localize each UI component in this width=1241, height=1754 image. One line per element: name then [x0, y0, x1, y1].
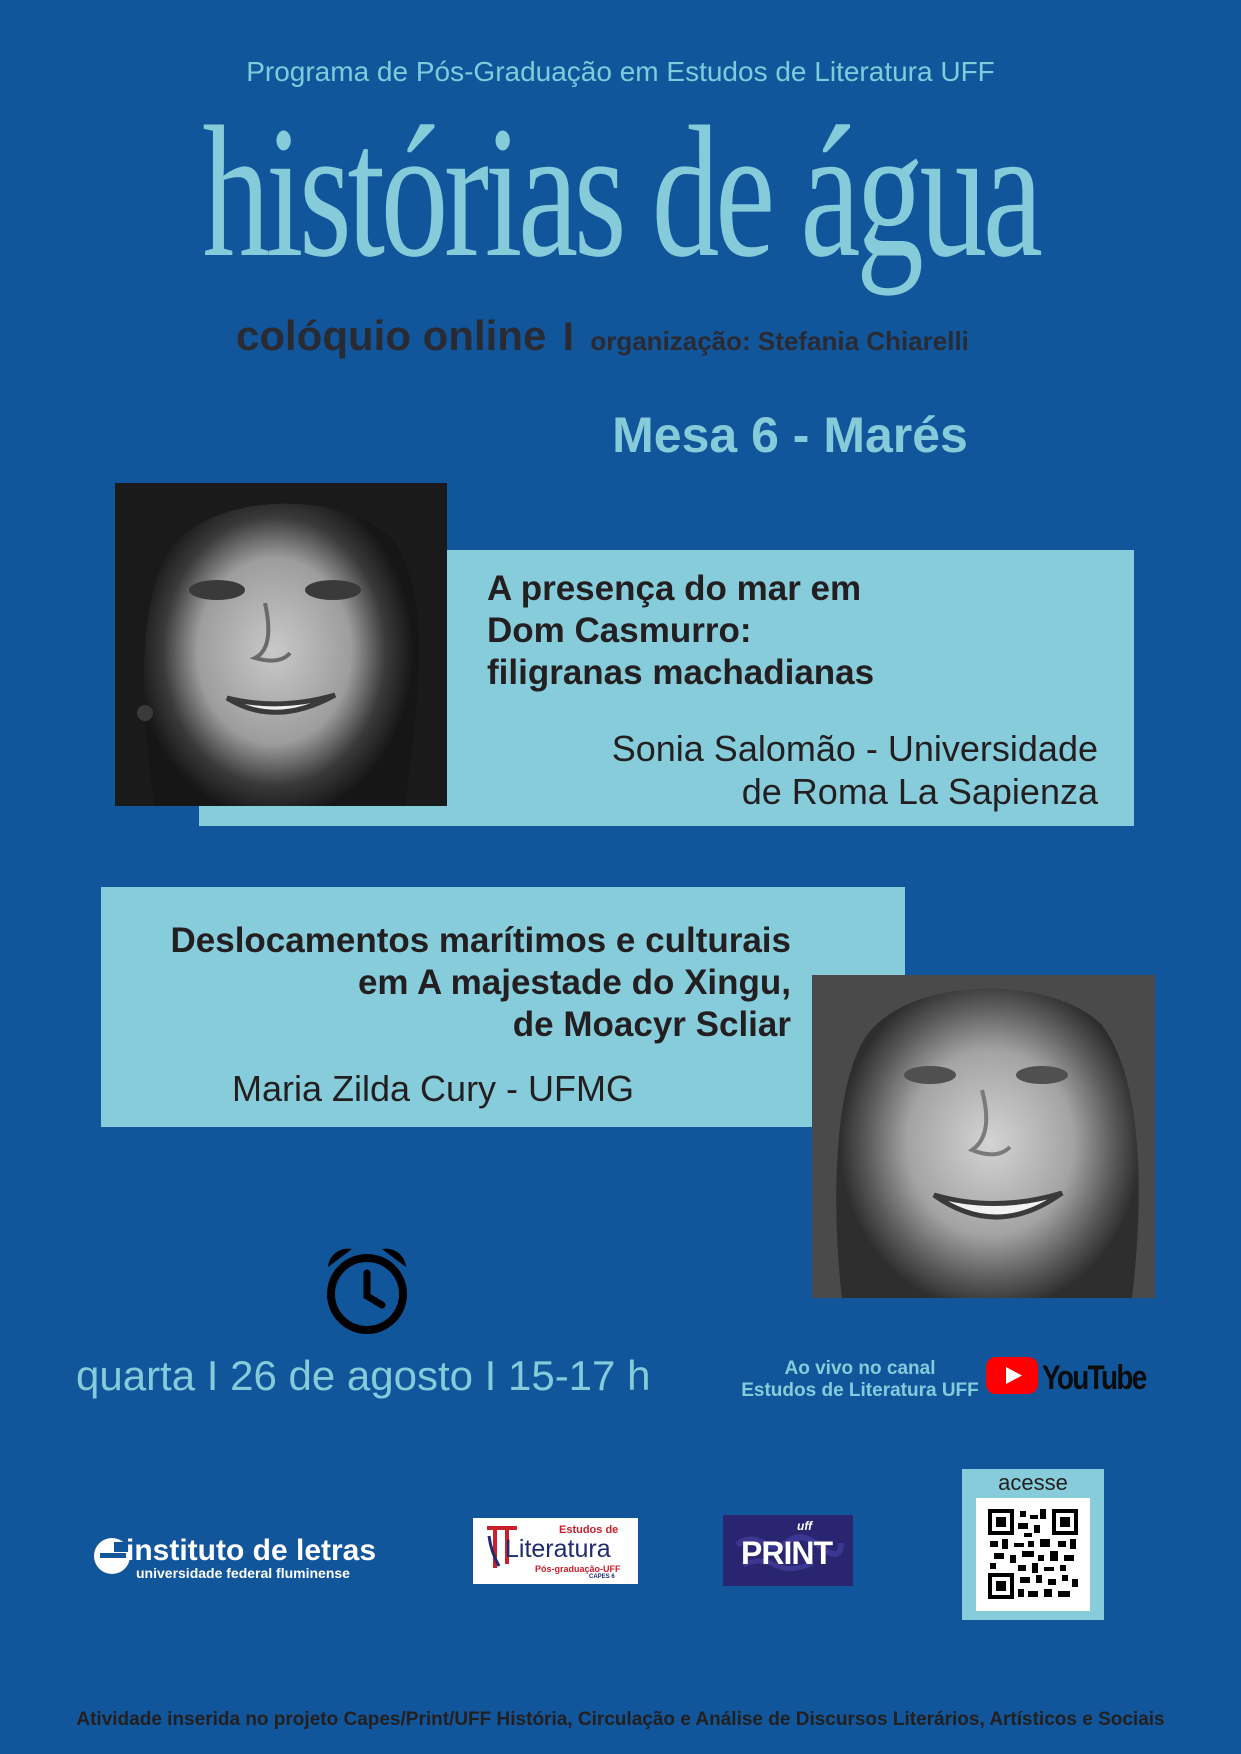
broadcast-channel: Estudos de Literatura UFF [741, 1380, 979, 1401]
broadcast-line-1: Ao vivo no canal [784, 1358, 936, 1379]
subtitle-separator: I [562, 315, 574, 359]
qr-label: acesse [998, 1470, 1068, 1495]
instituto-logo-name: instituto de letras [126, 1534, 377, 1567]
talk-1-title [487, 568, 874, 694]
talk-2-title-line: Deslocamentos marítimos e culturais [170, 921, 791, 960]
capes-print-logo [723, 1515, 853, 1586]
literatura-logo-subtitle: Pós-graduação-UFF [535, 1564, 621, 1574]
literatura-logo-name: Literatura [505, 1535, 611, 1563]
estudos-de-literatura-logo [473, 1518, 638, 1584]
project-footer: Atividade inserida no projeto Capes/Print/UFF História, Circulação e Análise de Discursos Literários, Artísticos e Sociais [76, 1709, 1165, 1730]
talk-1-title-line: filigranas machadianas [487, 653, 875, 692]
subtitle-row [236, 312, 969, 360]
talk-1-speaker [560, 727, 1098, 813]
talk-1-title-line: Dom Casmurro: [487, 611, 752, 650]
broadcast-info [720, 1358, 1000, 1402]
organizer-label: organização: Stefania Chiarelli [590, 326, 969, 356]
talk-2-speaker: Maria Zilda Cury - UFMG [232, 1068, 635, 1109]
program-name: Programa de Pós-Graduação em Estudos de Literatura UFF [246, 56, 995, 87]
literatura-logo-capes: CAPES 6 [589, 1574, 615, 1580]
qr-code-icon[interactable] [988, 1509, 1078, 1599]
talk-1-speaker-line: Sonia Salomão - Universidade [611, 728, 1098, 769]
talk-1-title-line: A presença do mar em [487, 569, 862, 608]
talk-2-title-line: em A majestade do Xingu, [357, 963, 791, 1002]
talk-1-speaker-line: de Roma La Sapienza [741, 771, 1098, 812]
event-date-time: quarta I 26 de agosto I 15-17 h [76, 1352, 651, 1399]
alarm-clock-icon [320, 1243, 414, 1342]
youtube-play-icon [986, 1357, 1038, 1399]
event-title: histórias de água [202, 87, 1039, 296]
speaker-1-photo [115, 483, 447, 806]
youtube-wordmark: YouTube [1042, 1358, 1147, 1397]
print-logo-uff: uff [797, 1519, 813, 1533]
talk-2-title-line: de Moacyr Scliar [512, 1005, 791, 1044]
speaker-2-photo [812, 975, 1155, 1298]
youtube-logo[interactable] [986, 1357, 1169, 1399]
session-title: Mesa 6 - Marés [612, 407, 968, 463]
instituto-logo-subtitle: universidade federal fluminense [136, 1565, 350, 1581]
print-logo-name: PRINT [741, 1535, 832, 1571]
colloquium-label: colóquio online [236, 312, 547, 359]
literatura-logo-small: Estudos de [559, 1524, 619, 1536]
talk-2-title [116, 920, 791, 1046]
